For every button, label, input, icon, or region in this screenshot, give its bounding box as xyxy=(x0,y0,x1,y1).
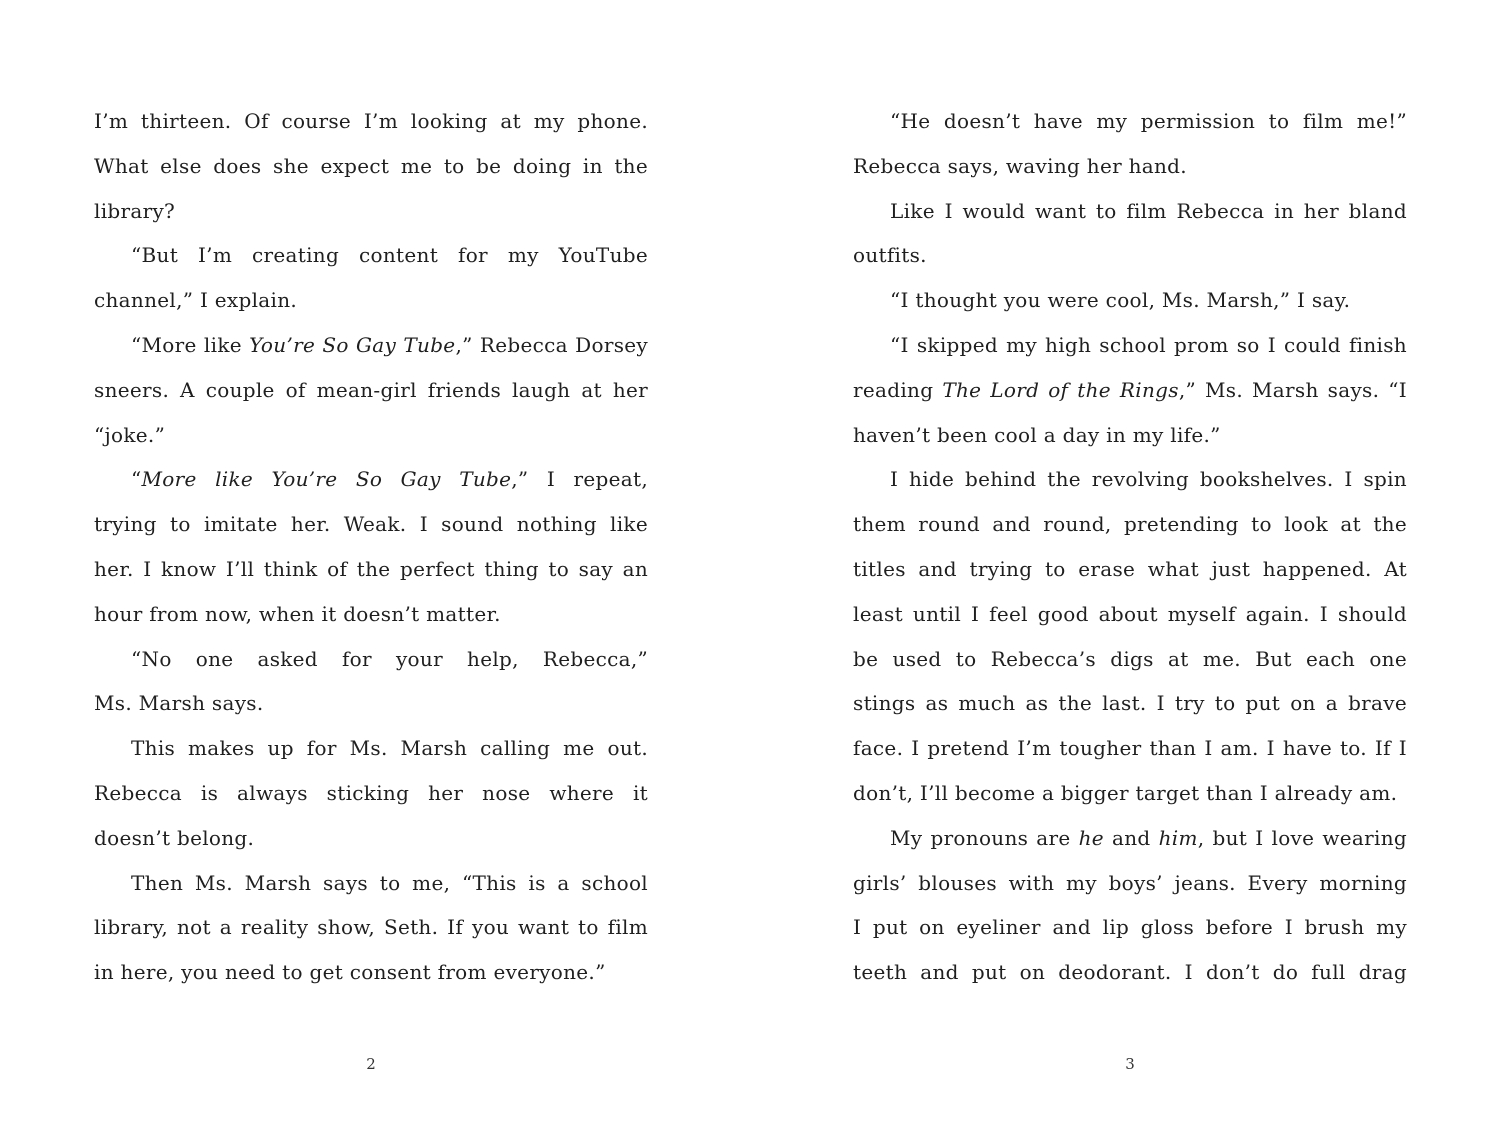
text-segment: outfits. xyxy=(853,243,927,268)
text-segment: don’t, I’ll become a bigger target than I already am. xyxy=(853,780,1398,805)
text-line xyxy=(94,323,648,368)
text-segment: her. I know I’ll think of the perfect thing to say an xyxy=(94,556,648,581)
text-line xyxy=(853,816,1407,861)
text-line xyxy=(94,368,648,413)
text-segment: in here, you need to get consent from everyone.” xyxy=(94,960,606,985)
text-segment: I hide behind the revolving bookshelves. I spin xyxy=(890,467,1407,492)
text-line xyxy=(94,457,648,502)
text-line xyxy=(853,950,1407,995)
text-line xyxy=(94,681,648,726)
text-segment: Rebecca is always sticking her nose where it xyxy=(94,780,648,805)
text-line xyxy=(94,547,648,592)
text-line xyxy=(853,592,1407,637)
text-line xyxy=(853,502,1407,547)
text-line xyxy=(853,278,1407,323)
text-segment: doesn’t belong. xyxy=(94,825,255,850)
text-line xyxy=(94,726,648,771)
italic-text: he xyxy=(1078,825,1104,850)
text-line xyxy=(94,637,648,682)
text-line xyxy=(853,99,1407,144)
text-line xyxy=(853,457,1407,502)
text-segment: “No one asked for your help, Rebecca,” xyxy=(131,646,648,671)
text-segment: library? xyxy=(94,198,176,223)
left-page-number: 2 xyxy=(366,1055,376,1073)
text-segment: “ xyxy=(131,467,142,492)
text-line xyxy=(94,861,648,906)
right-page-number: 3 xyxy=(1125,1055,1135,1073)
text-line xyxy=(94,592,648,637)
text-segment: reading xyxy=(853,377,943,402)
text-line xyxy=(853,413,1407,458)
text-segment: face. I pretend I’m tougher than I am. I have to. If I xyxy=(853,736,1407,761)
text-line xyxy=(853,771,1407,816)
text-line xyxy=(853,233,1407,278)
text-line xyxy=(853,637,1407,682)
text-line xyxy=(94,413,648,458)
text-segment: , but I love wearing xyxy=(1197,825,1407,850)
text-line xyxy=(94,816,648,861)
text-segment: I put on eyeliner and lip gloss before I brush my xyxy=(853,915,1407,940)
right-page-text xyxy=(853,99,1407,995)
text-segment: library, not a reality show, Seth. If you want to film xyxy=(94,915,648,940)
text-line xyxy=(853,189,1407,234)
text-segment: Like I would want to film Rebecca in her bland xyxy=(890,198,1407,223)
text-segment: ,” I repeat, xyxy=(511,467,648,492)
text-segment: What else does she expect me to be doing in the xyxy=(94,153,648,178)
text-segment: Then Ms. Marsh says to me, “This is a school xyxy=(131,870,648,895)
left-page-text xyxy=(94,99,648,995)
text-segment: least until I feel good about myself again. I should xyxy=(853,601,1407,626)
text-line xyxy=(853,144,1407,189)
text-segment: girls’ blouses with my boys’ jeans. Every morning xyxy=(853,870,1407,895)
text-segment: “But I’m creating content for my YouTube xyxy=(131,243,648,268)
text-segment: teeth and put on deodorant. I don’t do full drag xyxy=(853,960,1407,985)
text-line xyxy=(853,905,1407,950)
italic-text: The Lord of the Rings xyxy=(942,377,1179,402)
text-segment: I’m thirteen. Of course I’m looking at my phone. xyxy=(94,109,648,133)
text-segment: “I thought you were cool, Ms. Marsh,” I say. xyxy=(890,288,1351,313)
text-line xyxy=(853,861,1407,906)
text-segment: be used to Rebecca’s digs at me. But each one xyxy=(853,646,1407,671)
text-segment: sneers. A couple of mean-girl friends laugh at her xyxy=(94,377,648,402)
text-line xyxy=(94,502,648,547)
text-segment: ,” Ms. Marsh says. “I xyxy=(1178,377,1407,402)
text-segment: channel,” I explain. xyxy=(94,288,298,313)
italic-text: More like You’re So Gay Tube xyxy=(141,467,512,492)
text-line xyxy=(853,547,1407,592)
text-line xyxy=(853,681,1407,726)
text-line xyxy=(853,726,1407,771)
text-line xyxy=(94,99,648,144)
text-segment: Rebecca says, waving her hand. xyxy=(853,153,1187,178)
text-segment: “He doesn’t have my permission to film me!” xyxy=(890,109,1407,133)
text-line xyxy=(94,905,648,950)
text-line xyxy=(853,323,1407,368)
text-segment: them round and round, pretending to look at the xyxy=(853,512,1407,537)
text-line xyxy=(94,771,648,816)
text-segment: haven’t been cool a day in my life.” xyxy=(853,422,1221,447)
text-line xyxy=(94,278,648,323)
text-segment: and xyxy=(1103,825,1159,850)
text-segment: stings as much as the last. I try to put on a brave xyxy=(853,691,1407,716)
text-segment: My pronouns are xyxy=(890,825,1079,850)
text-line xyxy=(94,950,648,995)
text-segment: hour from now, when it doesn’t matter. xyxy=(94,601,501,626)
italic-text: You’re So Gay Tube xyxy=(249,332,456,357)
text-segment: “joke.” xyxy=(94,422,166,447)
italic-text: him xyxy=(1158,825,1198,850)
text-segment: ,” Rebecca Dorsey xyxy=(455,332,648,357)
text-segment: This makes up for Ms. Marsh calling me out. xyxy=(131,736,648,761)
text-segment: Ms. Marsh says. xyxy=(94,691,264,716)
text-line xyxy=(94,189,648,234)
text-segment: titles and trying to erase what just happened. At xyxy=(853,556,1407,581)
text-segment: “I skipped my high school prom so I could finish xyxy=(890,332,1407,357)
text-segment: trying to imitate her. Weak. I sound nothing like xyxy=(94,512,648,537)
text-line xyxy=(94,144,648,189)
text-line xyxy=(853,368,1407,413)
text-line xyxy=(94,233,648,278)
text-segment: “More like xyxy=(131,332,250,357)
